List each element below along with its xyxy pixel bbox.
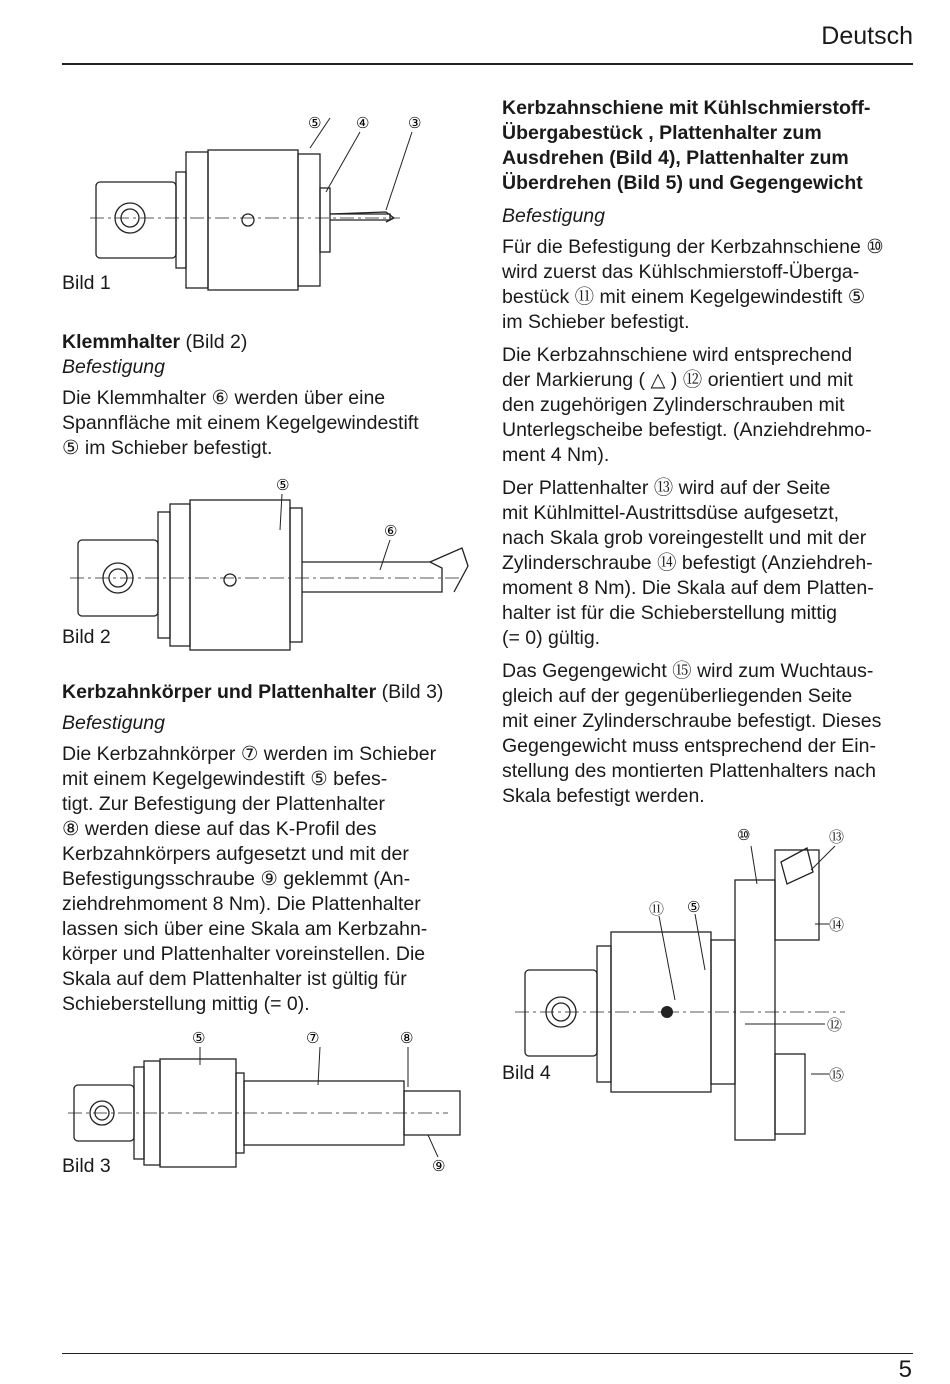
section-klemmhalter	[62, 330, 477, 469]
klemmhalter-heading-ref: (Bild 2)	[180, 331, 248, 353]
klemmhalter-heading	[62, 330, 477, 355]
figure-1-callout-3: ③	[408, 115, 422, 132]
header-rule	[62, 63, 913, 65]
klemmhalter-heading-bold: Klemmhalter	[62, 331, 181, 353]
figure-3-callout-8: ⑧	[400, 1030, 414, 1047]
figure-3-callout-5: ⑤	[192, 1030, 206, 1047]
header-language: Deutsch	[821, 22, 913, 50]
figure-4-callout-11: ⑪	[649, 901, 665, 918]
kerbzahnkoerper-heading-bold: Kerbzahnkörper und Plattenhalter	[62, 681, 377, 703]
klemmhalter-body: Die Klemmhalter ⑥ werden über eine Spannfläche mit einem Kegelgewindestift ⑤ im Schieber befestigt.	[62, 387, 419, 459]
figure-3-caption: Bild 3	[62, 1155, 111, 1177]
figure-2-caption: Bild 2	[62, 626, 111, 648]
section-kerbzahnschiene	[502, 96, 912, 817]
kerbzahnschiene-heading: Kerbzahnschiene mit Kühlschmierstoff- Übergabestück , Plattenhalter zum Ausdrehen (Bild 4), Plattenhalter zum Überdrehen (Bild 5) und Gegengewicht	[502, 97, 871, 194]
page-number: 5	[898, 1356, 912, 1383]
kerbzahnschiene-paragraph-4: Das Gegengewicht ⑮ wird zum Wuchtaus- gleich auf der gegenüberliegenden Seite mit einer Zylinderschraube befestigt. Dieses Gegengewicht muss entsprechend der Ein- stellung des montierten Plattenhalters nach Skala befestigt werden.	[502, 660, 882, 807]
figure-1-caption: Bild 1	[62, 272, 111, 294]
figure-3-callout-7: ⑦	[306, 1030, 320, 1047]
figure-3-drawing	[68, 1025, 468, 1185]
kerbzahnkoerper-body: Die Kerbzahnkörper ⑦ werden im Schieber mit einem Kegelgewindestift ⑤ befes- tigt. Zur Befestigung der Plattenhalter ⑧ werden diese auf das K-Profil des Kerbzahnkörpers aufgesetzt und mit der Befestigungsschraube ⑨ geklemmt (An- ziehdrehmoment 8 Nm). Die Plattenhalter lassen sich über eine Skala am Kerbzahn- körper und Plattenhalter voreinstellen. Die Skala auf dem Plattenhalter ist gültig für Schieberstellung mittig (= 0).	[62, 743, 437, 1015]
figure-1-drawing	[90, 110, 420, 310]
kerbzahnschiene-paragraph-2: Die Kerbzahnschiene wird entsprechend der Markierung ( △ ) ⑫ orientiert und mit den zugehörigen Zylinderschrauben mit Unterlegscheibe befestigt. (Anziehdrehmo- ment 4 Nm).	[502, 344, 872, 466]
kerbzahnkoerper-heading-ref: (Bild 3)	[376, 681, 444, 703]
figure-2-callout-6: ⑥	[384, 523, 398, 540]
figure-1-callout-4: ④	[356, 115, 370, 132]
footer-rule	[62, 1353, 913, 1354]
figure-4-callout-5: ⑤	[687, 899, 701, 916]
figure-4-callout-10: ⑩	[737, 827, 751, 844]
kerbzahnschiene-subheading: Befestigung	[502, 205, 605, 227]
kerbzahnkoerper-subheading: Befestigung	[62, 712, 165, 734]
kerbzahnschiene-paragraph-3: Der Plattenhalter ⑬ wird auf der Seite mit Kühlmittel-Austrittsdüse aufgesetzt, nach Skala grob voreingestellt und mit der Zylinderschraube ⑭ befestigt (Anziehdreh- moment 8 Nm). Die Skala auf dem Platten- halter ist für die Schieberstellung mittig (= 0) gültig.	[502, 477, 874, 649]
figure-2-drawing	[70, 470, 470, 660]
figure-4-callout-15: ⑮	[829, 1067, 845, 1084]
figure-2-callout-5: ⑤	[276, 477, 290, 494]
section-kerbzahnkoerper	[62, 680, 477, 1025]
kerbzahnschiene-paragraph-1: Für die Befestigung der Kerbzahnschiene ⑩ wird zuerst das Kühlschmierstoff-Überga- bestück ⑪ mit einem Kegelgewindestift ⑤ im Schieber befestigt.	[502, 236, 884, 333]
klemmhalter-subheading: Befestigung	[62, 356, 165, 378]
figure-4-callout-12: ⑫	[827, 1017, 843, 1034]
figure-4-caption: Bild 4	[502, 1062, 551, 1084]
figure-4-drawing	[515, 820, 855, 1150]
figure-4-callout-13: ⑬	[829, 829, 845, 846]
kerbzahnkoerper-heading	[62, 680, 477, 705]
figure-3-callout-9: ⑨	[432, 1158, 446, 1175]
figure-1-callout-5: ⑤	[308, 115, 322, 132]
figure-4-callout-14: ⑭	[829, 917, 845, 934]
